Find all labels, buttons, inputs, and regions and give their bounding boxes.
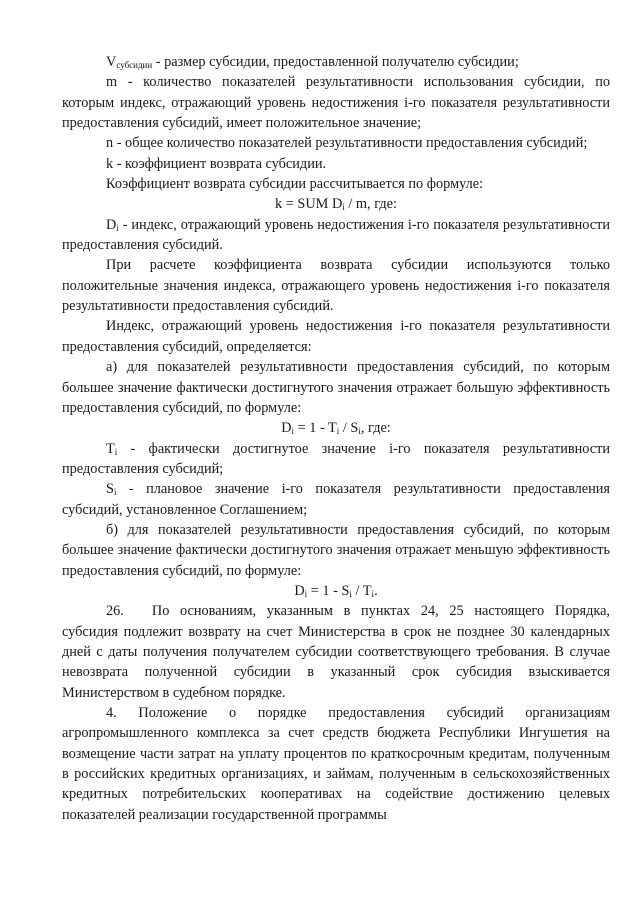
definition-di: $D_i$ - индекс, отражающий уровень недостижения i-го показателя результативности предоставления субсидий. <box>62 216 610 254</box>
paragraph-positive-values: При расчете коэффициента возврата субсидии используются только положительные значения индекса, отражающего уровень недостижения i-го показателя результативности предоставления субсидий. <box>62 257 610 315</box>
definition-m: m - количество показателей результативности использования субсидии, по которым индекс, отражающий уровень недостижения i-го показателя результативности предоставления субсидий, имеет положительное значение; <box>62 74 610 132</box>
item-b: б) для показателей результативности предоставления субсидий, по которым большее значение фактически достигнутого значения отражает меньшую эффективность предоставления субсидий, по формуле: <box>62 521 610 579</box>
definition-ti: $T_i$ - фактически достигнутое значение i-го показателя результативности предоставления субсидий; <box>62 440 610 477</box>
paragraph-index-determination: Индекс, отражающий уровень недостижения i-го показателя результативности предоставления субсидий, определяется: <box>62 318 610 355</box>
definition-v-subsidy: $V_{субсидии}$ - размер субсидии, предоставленной получателю субсидии; <box>106 54 519 70</box>
formula-intro: Коэффициент возврата субсидии рассчитывается по формуле: <box>106 176 484 193</box>
definition-n: n - общее количество показателей результативности предоставления субсидий; <box>106 135 588 152</box>
definition-k: k - коэффициент возврата субсидии. <box>106 155 327 172</box>
clause-26: 26. По основаниям, указанным в пунктах 24, 25 настоящего Порядка, субсидия подлежит возврату на счет Министерства в срок не позднее 30 календарных дней с даты получения получателем субсидии соответствующего требования. В случае невозврата полученной субсидии в указанный срок субсидия взыскивается Министерством в судебном порядке. <box>62 603 610 701</box>
formula-di-a: $D_i = 1 - T_i / S_i$, где: <box>281 420 391 437</box>
formula-di-b: $D_i = 1 - S_i / T_i$. <box>294 582 378 599</box>
document-page <box>62 52 610 825</box>
item-a: а) для показателей результативности предоставления субсидий, по которым большее значение фактически достигнутого значения отражает большую эффективность предоставления субсидий, по формуле: <box>62 359 610 416</box>
formula-k: k = SUM $D_i$ / m, где: <box>275 196 397 213</box>
section-4-heading-paragraph: 4. Положение о порядке предоставления субсидий организациям агропромышленного комплекса за счет средств бюджета Республики Ингушетия на возмещение части затрат на уплату процентов по краткосрочным кредитам, полученным в российских кредитных организациях, и займам, полученным в сельскохозяйственных кредитных потребительских кооперативах на содействие достижению целевых показателей реализации государственной программы <box>62 705 610 823</box>
definition-si: $S_i$ - плановое значение i-го показателя результативности предоставления субсидий, установленное Соглашением; <box>62 481 610 518</box>
